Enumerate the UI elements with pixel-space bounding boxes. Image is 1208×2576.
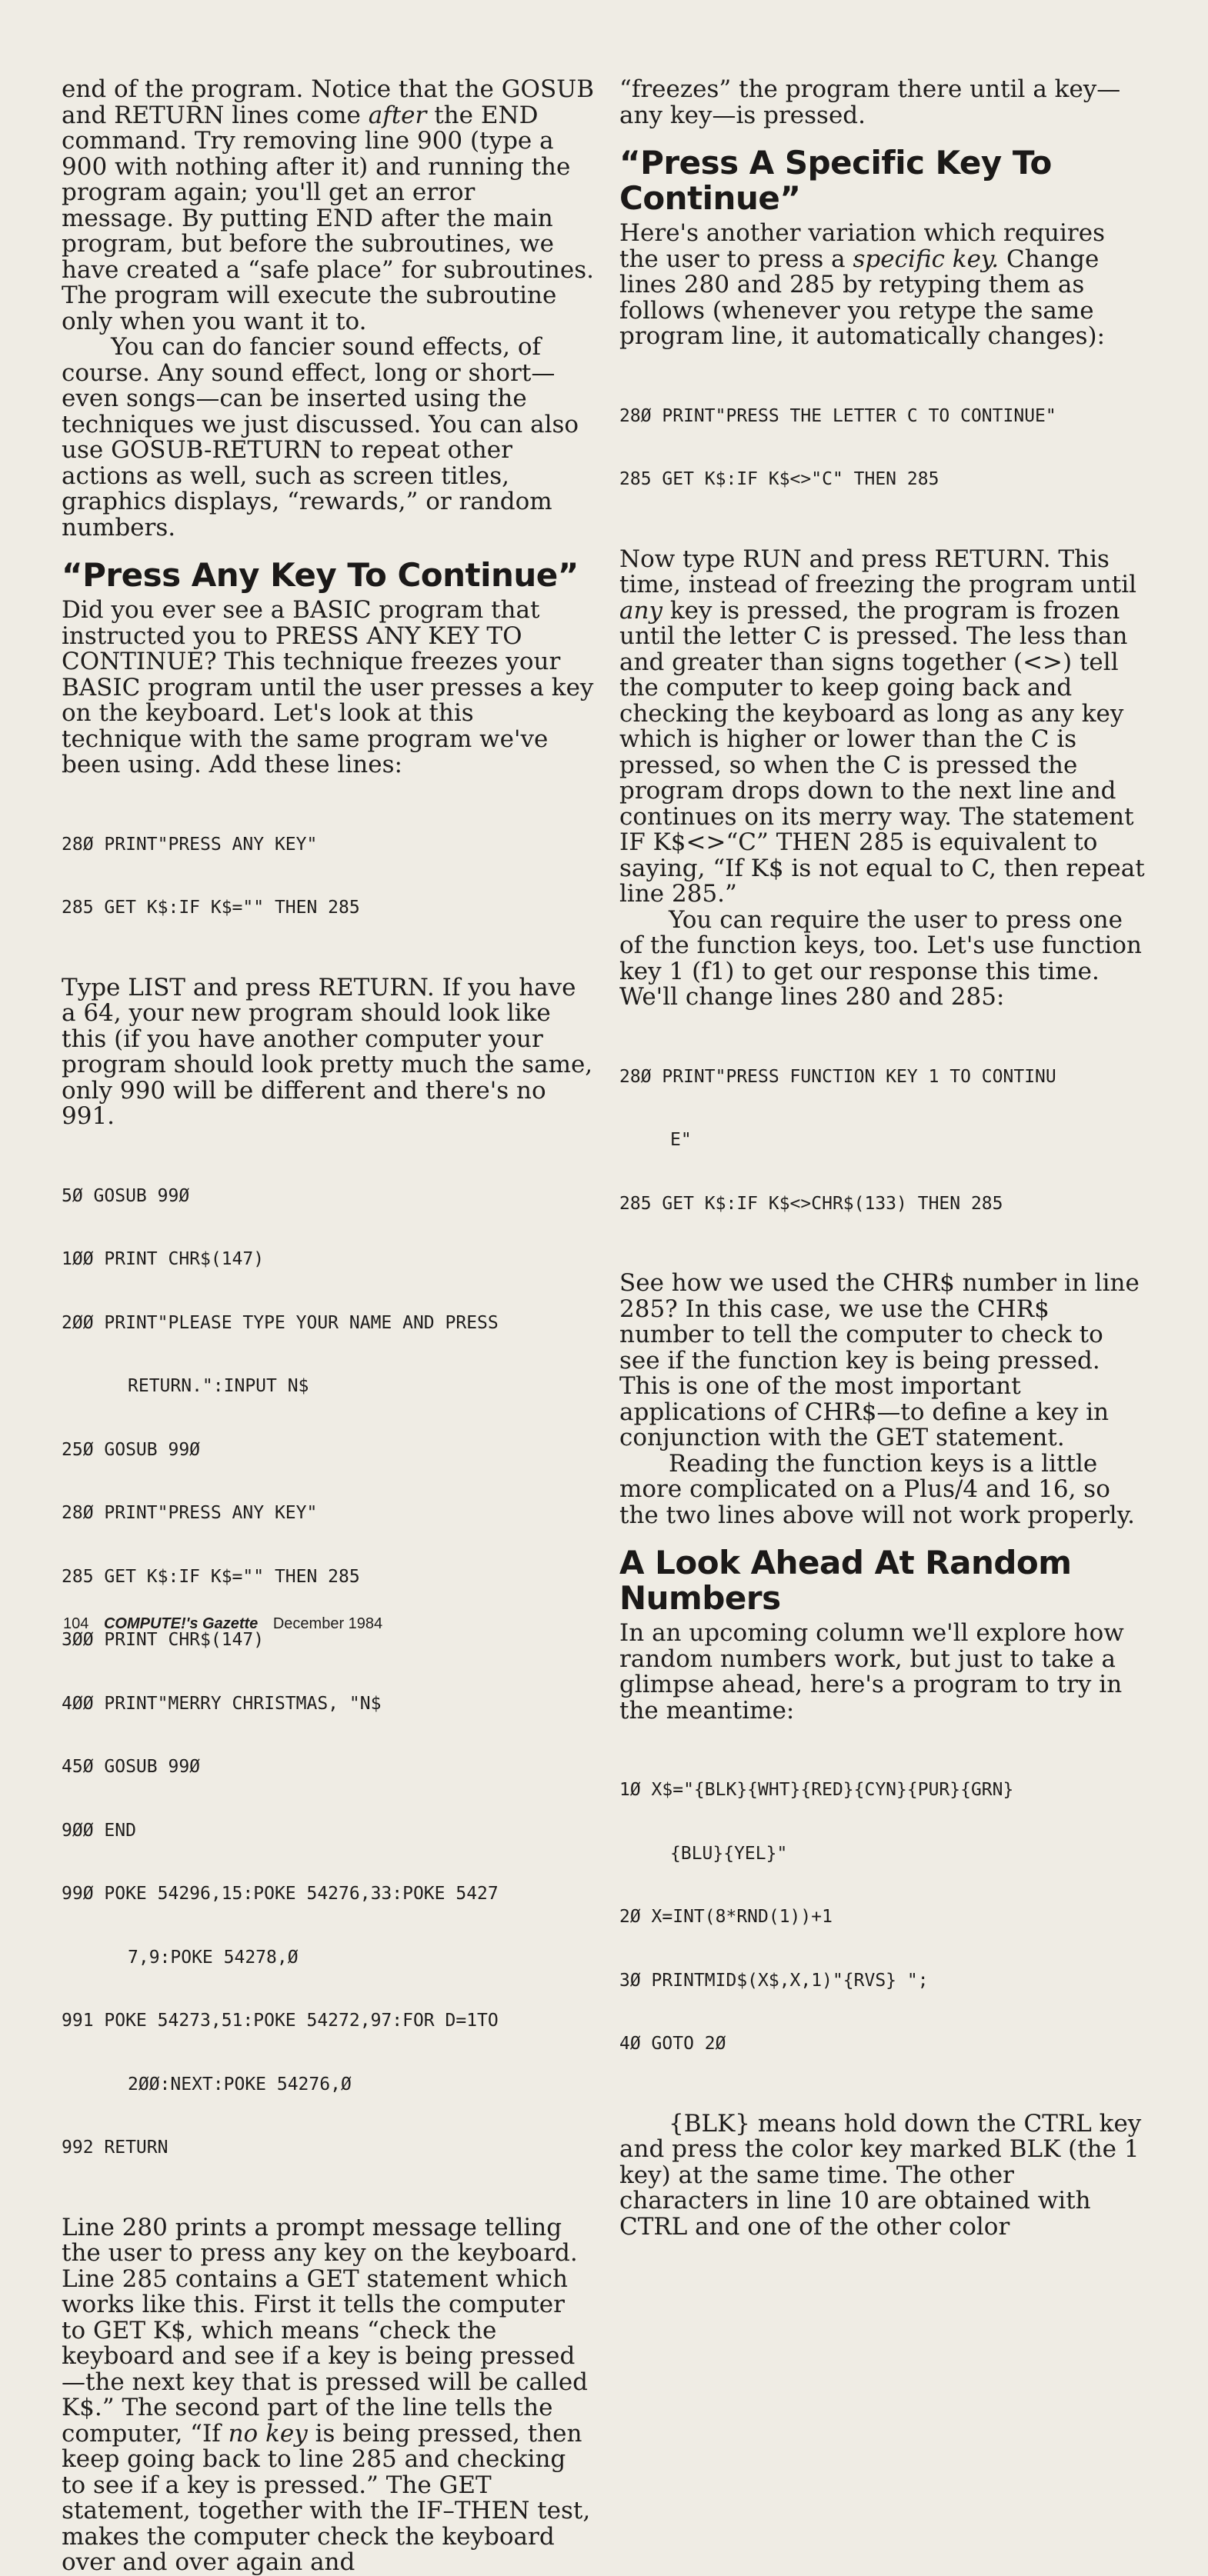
code-line: 285 GET K$:IF K$="" THEN 285: [62, 1566, 360, 1587]
code-line: 9ØØ END: [62, 1820, 136, 1841]
section-heading: “Press Any Key To Continue”: [62, 556, 579, 594]
paragraph: In an upcoming column we'll explore how random numbers work, but just to take a glimpse ahead, here's a program to try in the meantime:: [619, 1619, 1124, 1725]
code-line: 2ØØ:NEXT:POKE 54276,Ø: [128, 2074, 352, 2094]
paragraph: Here's another variation which requires the user to press a specific key. Change lines 280 and 285 by retyping them as follows (whenever you retype the same program line, it automatically changes):: [619, 219, 1106, 350]
page-number: 104: [63, 1615, 89, 1632]
paragraph: Now type RUN and press RETURN. This time, instead of freezing the program until any key is pressed, the program is frozen until the letter C is pressed. The less than and greater than signs together (<>) tell the computer to keep going back and checking the keyboard as long as any key which is higher or lower than the C is pressed, so when the C is pressed the program drops down to the next line and continues on its merry way. The statement IF K$<>“C” THEN 285 is equivalent to saying, “If K$ is not equal to C, then repeat line 285.”: [619, 545, 1145, 908]
code-line: 25Ø GOSUB 99Ø: [62, 1439, 201, 1460]
code-listing: [619, 1025, 1150, 1258]
code-line: 3ØØ PRINT CHR$(147): [62, 1630, 265, 1650]
code-line: 99Ø POKE 54296,15:POKE 54276,33:POKE 5427: [62, 1884, 499, 1904]
code-listing: [619, 364, 1150, 533]
code-line: {BLU}{YEL}": [670, 1843, 788, 1864]
issue-date: December 1984: [272, 1615, 383, 1632]
paragraph: “freezes” the program there until a key—any key—is pressed.: [619, 75, 1121, 129]
code-line: 28Ø PRINT"PRESS FUNCTION KEY 1 TO CONTINU: [619, 1066, 1056, 1087]
code-listing: [619, 1738, 1150, 2098]
left-column: [62, 77, 595, 2576]
code-line: 1ØØ PRINT CHR$(147): [62, 1249, 265, 1269]
section-heading: “Press A Specific Key To Continue”: [619, 144, 1052, 217]
code-line: 992 RETURN: [62, 2138, 169, 2158]
paragraph: See how we used the CHR$ number in line 285? In this case, we use the CHR$ number to tell the computer to check to see if the function key is being pressed. This is one of the most important applications of CHR$—to define a key in conjunction with the GET statement.: [619, 1269, 1140, 1451]
paragraph: end of the program. Notice that the GOSUB and RETURN lines come after the END command. Try removing line 900 (type a 900 with nothing after it) and running the program again; you'll get an error message. By putting END after the main program, but before the subroutines, we have created a “safe place” for subroutines. The program will execute the subroutine only when you want it to.: [62, 75, 595, 335]
paragraph: You can require the user to press one of the function keys, too. Let's use function key 1 (f1) to get our response this time. We'll change lines 280 and 285:: [619, 905, 1142, 1011]
code-line: 285 GET K$:IF K$<>"C" THEN 285: [619, 469, 939, 489]
code-line: 28Ø PRINT"PRESS THE LETTER C TO CONTINUE": [619, 405, 1056, 426]
code-line: 4Ø GOTO 2Ø: [619, 2034, 726, 2054]
paragraph: Type LIST and press RETURN. If you have a 64, your new program should look like this (if you have another computer your program should look pretty much the same, only 990 will be different and there's no 991.: [62, 973, 593, 1130]
code-line: 5Ø GOSUB 99Ø: [62, 1185, 190, 1206]
code-line: 45Ø GOSUB 99Ø: [62, 1757, 201, 1777]
code-line: 3Ø PRINTMID$(X$,X,1)"{RVS} ";: [619, 1970, 929, 1991]
code-line: 2Ø X=INT(8*RND(1))+1: [619, 1907, 833, 1927]
paragraph: Reading the function keys is a little more complicated on a Plus/4 and 16, so the two lines above will not work properly.: [619, 1449, 1135, 1529]
code-line: 4ØØ PRINT"MERRY CHRISTMAS, "N$: [62, 1693, 382, 1714]
code-line: 285 GET K$:IF K$="" THEN 285: [62, 898, 360, 918]
code-listing: [62, 792, 595, 961]
code-line: 2ØØ PRINT"PLEASE TYPE YOUR NAME AND PRESS: [62, 1312, 499, 1333]
code-line: 7,9:POKE 54278,Ø: [128, 1947, 299, 1968]
code-line: RETURN.":INPUT N$: [128, 1376, 309, 1396]
section-heading: A Look Ahead At Random Numbers: [619, 1544, 1072, 1617]
page-footer: [63, 1615, 382, 1633]
right-column: [619, 77, 1150, 2240]
publication-name: COMPUTE!'s Gazette: [103, 1615, 259, 1632]
code-line: 28Ø PRINT"PRESS ANY KEY": [62, 834, 318, 855]
code-line: 285 GET K$:IF K$<>CHR$(133) THEN 285: [619, 1193, 1003, 1214]
code-line: 28Ø PRINT"PRESS ANY KEY": [62, 1503, 318, 1523]
code-line: 1Ø X$="{BLK}{WHT}{RED}{CYN}{PUR}{GRN}: [619, 1780, 1014, 1800]
paragraph: {BLK} means hold down the CTRL key and press the color key marked BLK (the 1 key) at the same time. The other characters in line 10 are obtained with CTRL and one of the other color: [619, 2109, 1142, 2241]
code-line: E": [670, 1130, 692, 1150]
paragraph: Did you ever see a BASIC program that instructed you to PRESS ANY KEY TO CONTINUE? This technique freezes your BASIC program until the user presses a key on the keyboard. Let's look at this technique with the same program we've been using. Add these lines:: [62, 596, 594, 778]
paragraph: Line 280 prints a prompt message telling the user to press any key on the keyboard. Line 285 contains a GET statement which works like this. First it tells the computer to GET K$, which means “check the keyboard and see if a key is being pressed—the next key that is pressed will be called K$.” The second part of the line tells the computer, “If no key is being pressed, then keep going back to line 285 and checking to see if a key is pressed.” The GET statement, together with the IF–THEN test, makes the computer check the keyboard over and over again and: [62, 2213, 591, 2576]
paragraph: You can do fancier sound effects, of course. Any sound effect, long or short—even songs—can be inserted using the techniques we just discussed. You can also use GOSUB-RETURN to repeat other actions as well, such as screen titles, graphics displays, “rewards,” or random numbers.: [62, 333, 579, 542]
code-line: 991 POKE 54273,51:POKE 54272,97:FOR D=1TO: [62, 2011, 499, 2031]
code-listing: [62, 1144, 595, 2201]
